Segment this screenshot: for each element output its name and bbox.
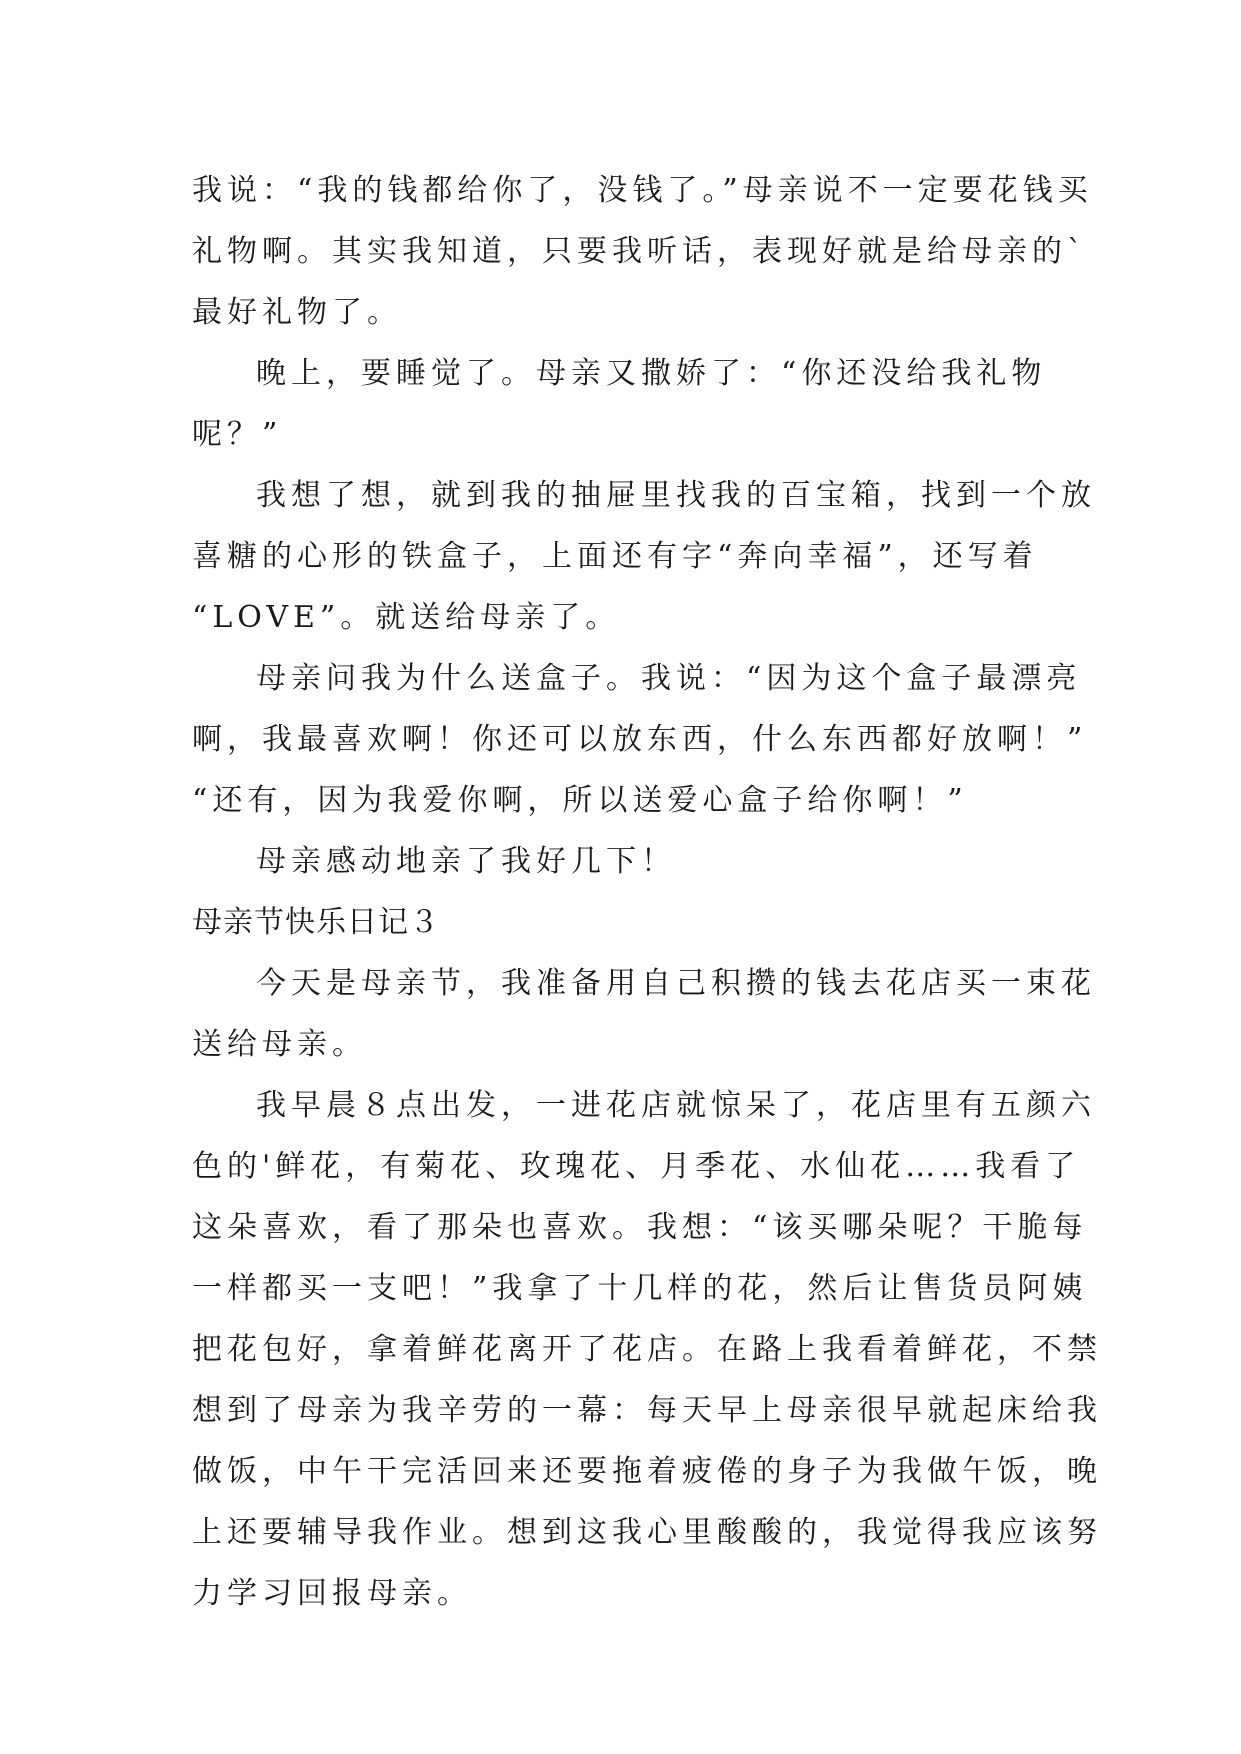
text-line: 做饭，中午干完活回来还要拖着疲倦的身子为我做午饭，晚	[192, 1454, 1102, 1489]
text-line: “LOVE”。就送给母亲了。	[192, 600, 621, 635]
paragraph-first-line: 母亲问我为什么送盒子。我说：“因为这个盒子最漂亮	[256, 661, 1082, 696]
paragraph-first-line: 今天是母亲节，我准备用自己积攒的钱去花店买一束花	[256, 966, 1096, 1001]
document-body	[192, 160, 1102, 1624]
section-heading: 母亲节快乐日记３	[192, 905, 440, 940]
text-line: 礼物啊。其实我知道，只要我听话，表现好就是给母亲的`	[192, 234, 1087, 269]
text-line: 呢？”	[192, 417, 283, 452]
text-line: 力学习回报母亲。	[192, 1576, 472, 1611]
text-line: 想到了母亲为我辛劳的一幕：每天早上母亲很早就起床给我	[192, 1393, 1102, 1428]
text-line: 最好礼物了。	[192, 295, 402, 330]
text-line: 送给母亲。	[192, 1027, 367, 1062]
text-line: 一样都买一支吧！”我拿了十几样的花，然后让售货员阿姨	[192, 1271, 1088, 1306]
paragraph-first-line: 晚上，要睡觉了。母亲又撒娇了：“你还没给我礼物	[256, 356, 1047, 391]
text-line: 把花包好，拿着鲜花离开了花店。在路上我看着鲜花，不禁	[192, 1332, 1102, 1367]
text-line: 我说：“我的钱都给你了，没钱了。”母亲说不一定要花钱买	[192, 173, 1093, 208]
text-line: 啊，我最喜欢啊！你还可以放东西，什么东西都好放啊！”	[192, 722, 1088, 757]
text-line: 色的'鲜花，有菊花、玫瑰花、月季花、水仙花……我看了	[192, 1149, 1081, 1184]
paragraph-first-line: 我想了想，就到我的抽屉里找我的百宝箱，找到一个放	[256, 478, 1096, 513]
text-line: 上还要辅导我作业。想到这我心里酸酸的，我觉得我应该努	[192, 1515, 1102, 1550]
text-line: 喜糖的心形的铁盒子，上面还有字“奔向幸福”，还写着	[192, 539, 1038, 574]
paragraph-first-line: 我早晨８点出发，一进花店就惊呆了，花店里有五颜六	[256, 1088, 1096, 1123]
text-line: “还有，因为我爱你啊，所以送爱心盒子给你啊！”	[192, 783, 968, 818]
paragraph-first-line: 母亲感动地亲了我好几下！	[256, 844, 676, 879]
text-line: 这朵喜欢，看了那朵也喜欢。我想：“该买哪朵呢？干脆每	[192, 1210, 1088, 1245]
